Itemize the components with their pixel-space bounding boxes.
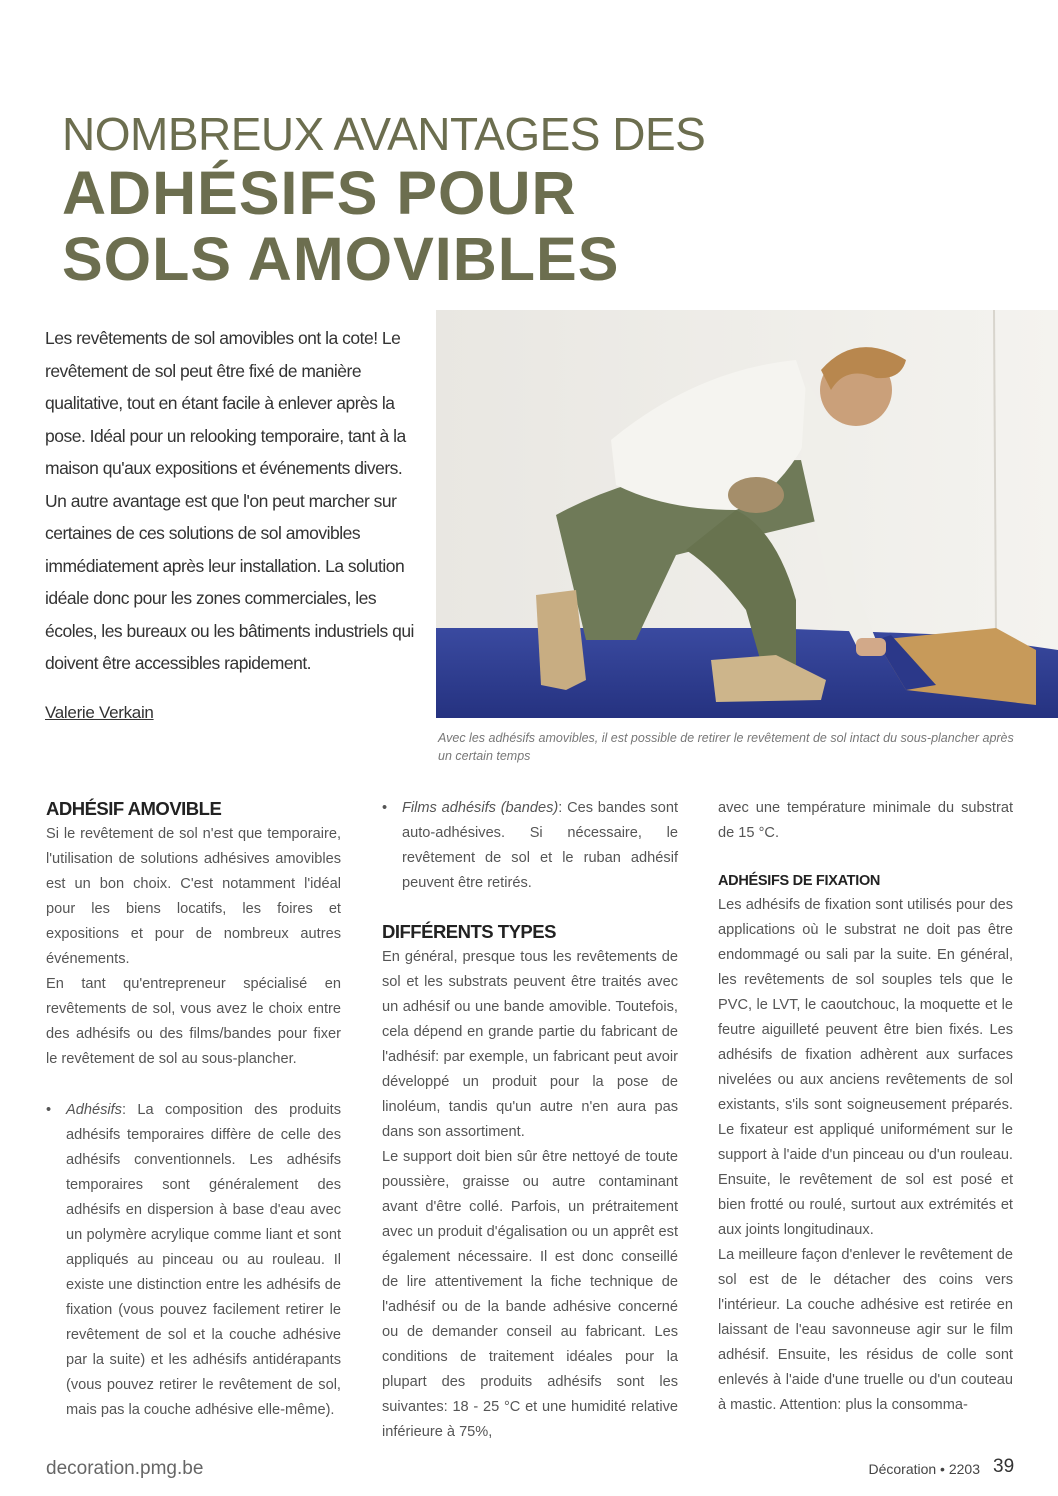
bullet-term: Adhésifs bbox=[66, 1102, 122, 1118]
section-heading-adhesifs-de-fixation: ADHÉSIFS DE FIXATION bbox=[718, 873, 881, 889]
author-link[interactable]: Valerie Verkain bbox=[45, 703, 154, 722]
photo-caption: Avec les adhésifs amovibles, il est possible de retirer le revêtement de sol intact du sous-plancher après un certain temps bbox=[438, 731, 1014, 763]
article-photo bbox=[436, 310, 1058, 718]
title-line-2: ADHÉSIFS POUR bbox=[62, 159, 577, 227]
column-1 bbox=[46, 796, 341, 1423]
footer-website-link[interactable]: decoration.pmg.be bbox=[46, 1458, 204, 1479]
bullet-icon: • bbox=[46, 1102, 52, 1118]
col1-paragraph-1: Si le revêtement de sol n'est que temporaire, l'utilisation de solutions adhésives amovibles est un bon choix. C'est notamment l'idéal pour les biens locatifs, les foires et expositions et pour de nombreux autres événements. bbox=[46, 826, 341, 967]
title-line-3: SOLS AMOVIBLES bbox=[62, 225, 620, 293]
col2-paragraph-2: Le support doit bien sûr être nettoyé de toute poussière, graisse ou autre contaminant avant d'être collé. Parfois, un prétraitement avec un produit d'égalisation ou un apprêt est également nécessaire. Il est donc conseillé de lire attentivement la fiche technique de l'adhésif ou de la bande adhésive concerné ou de demander conseil au fabricant. Les conditions de traitement idéales pour la plupart des produits adhésifs sont les suivantes: 18 - 25 °C et une humidité relative inférieure à 75%, bbox=[382, 1149, 678, 1440]
col2-paragraph-1: En général, presque tous les revêtements de sol et les substrats peuvent être traités avec un adhésif ou une bande amovible. Toutefois, cela dépend en grande partie du fabricant de l'adhésif: par exemple, un fabricant peut avoir développé un produit pour la pose de linoléum, tandis qu'un autre n'en aura pas dans son assortiment. bbox=[382, 949, 678, 1140]
column-2 bbox=[382, 796, 678, 1445]
bullet-adhesifs bbox=[46, 1098, 341, 1423]
title-line-1: NOMBREUX AVANTAGES DES bbox=[62, 108, 706, 160]
article-title bbox=[62, 108, 762, 292]
intro-paragraph bbox=[45, 322, 417, 680]
footer-issue: Décoration • 2203 bbox=[868, 1461, 980, 1477]
col3-paragraph-2: La meilleure façon d'enlever le revêtement de sol est de le détacher des coins vers l'intérieur. La couche adhésive est retirée en laissant de l'eau savonneuse agir sur le film adhésif. Ensuite, les résidus de colle sont enlevés à l'aide d'une truelle ou d'un couteau à mastic. Attention: plus la consomma- bbox=[718, 1247, 1013, 1413]
col3-paragraph-1: Les adhésifs de fixation sont utilisés pour des applications où le substrat ne doit pas être endommagé ou sali par la suite. En général, les revêtements de sol souples tels que le PVC, le LVT, le caoutchouc, la moquette et le feutre aiguilleté peuvent être bien fixés. Les adhésifs de fixation adhèrent aux surfaces nivelées ou aux anciens revêtements de sol existants, s'ils sont soigneusement préparés. Le fixateur est appliqué uniformément sur le support à l'aide d'un pinceau ou d'un rouleau. Ensuite, le revêtement de sol est posé et bien frotté ou roulé, surtout aux extrémités et aux joints longitudinaux. bbox=[718, 897, 1013, 1238]
col3-paragraph-0: avec une température minimale du substrat de 15 °C. bbox=[718, 800, 1013, 841]
intro-text: Les revêtements de sol amovibles ont la cote! Le revêtement de sol peut être fixé de manière qualitative, tout en étant facile à enlever après la pose. Idéal pour un relooking temporaire, tant à la maison qu'aux expositions et événements divers. Un autre avantage est que l'on peut marcher sur certaines de ces solutions de sol amovibles immédiatement après leur installation. La solution idéale donc pour les zones commerciales, les écoles, les bureaux ou les bâtiments industriels qui doivent être accessibles rapidement. bbox=[45, 328, 414, 673]
bullet-films-adhesifs bbox=[382, 796, 678, 896]
page-number: 39 bbox=[993, 1456, 1015, 1477]
bullet-text: : Ces bandes sont auto-adhésives. Si nécessaire, le revêtement de sol et le ruban adhésif peuvent être retirés. bbox=[402, 800, 678, 891]
bullet-text: : La composition des produits adhésifs temporaires diffère de celle des adhésifs conventionnels. Les adhésifs temporaires sont généralement des adhésifs en dispersion à base d'eau avec un polymère acrylique comme liant et sont appliqués au pinceau ou au rouleau. Il existe une distinction entre les adhésifs de fixation (vous pouvez facilement retirer le revêtement de sol et la couche adhésive par la suite) et les adhésifs antidérapants (vous pouvez retirer le revêtement de sol, mais pas la couche adhésive elle-même). bbox=[66, 1102, 341, 1418]
bullet-icon: • bbox=[382, 800, 388, 816]
section-heading-adhesif-amovible: ADHÉSIF AMOVIBLE bbox=[46, 798, 222, 819]
section-heading-differents-types: DIFFÉRENTS TYPES bbox=[382, 921, 556, 942]
column-3 bbox=[718, 796, 1013, 1418]
col1-paragraph-2: En tant qu'entrepreneur spécialisé en revêtements de sol, vous avez le choix entre des adhésifs ou des films/bandes pour fixer le revêtement de sol au sous-plancher. bbox=[46, 976, 341, 1067]
photo-illustration bbox=[436, 310, 1058, 718]
bullet-term: Films adhésifs (bandes) bbox=[402, 800, 559, 816]
